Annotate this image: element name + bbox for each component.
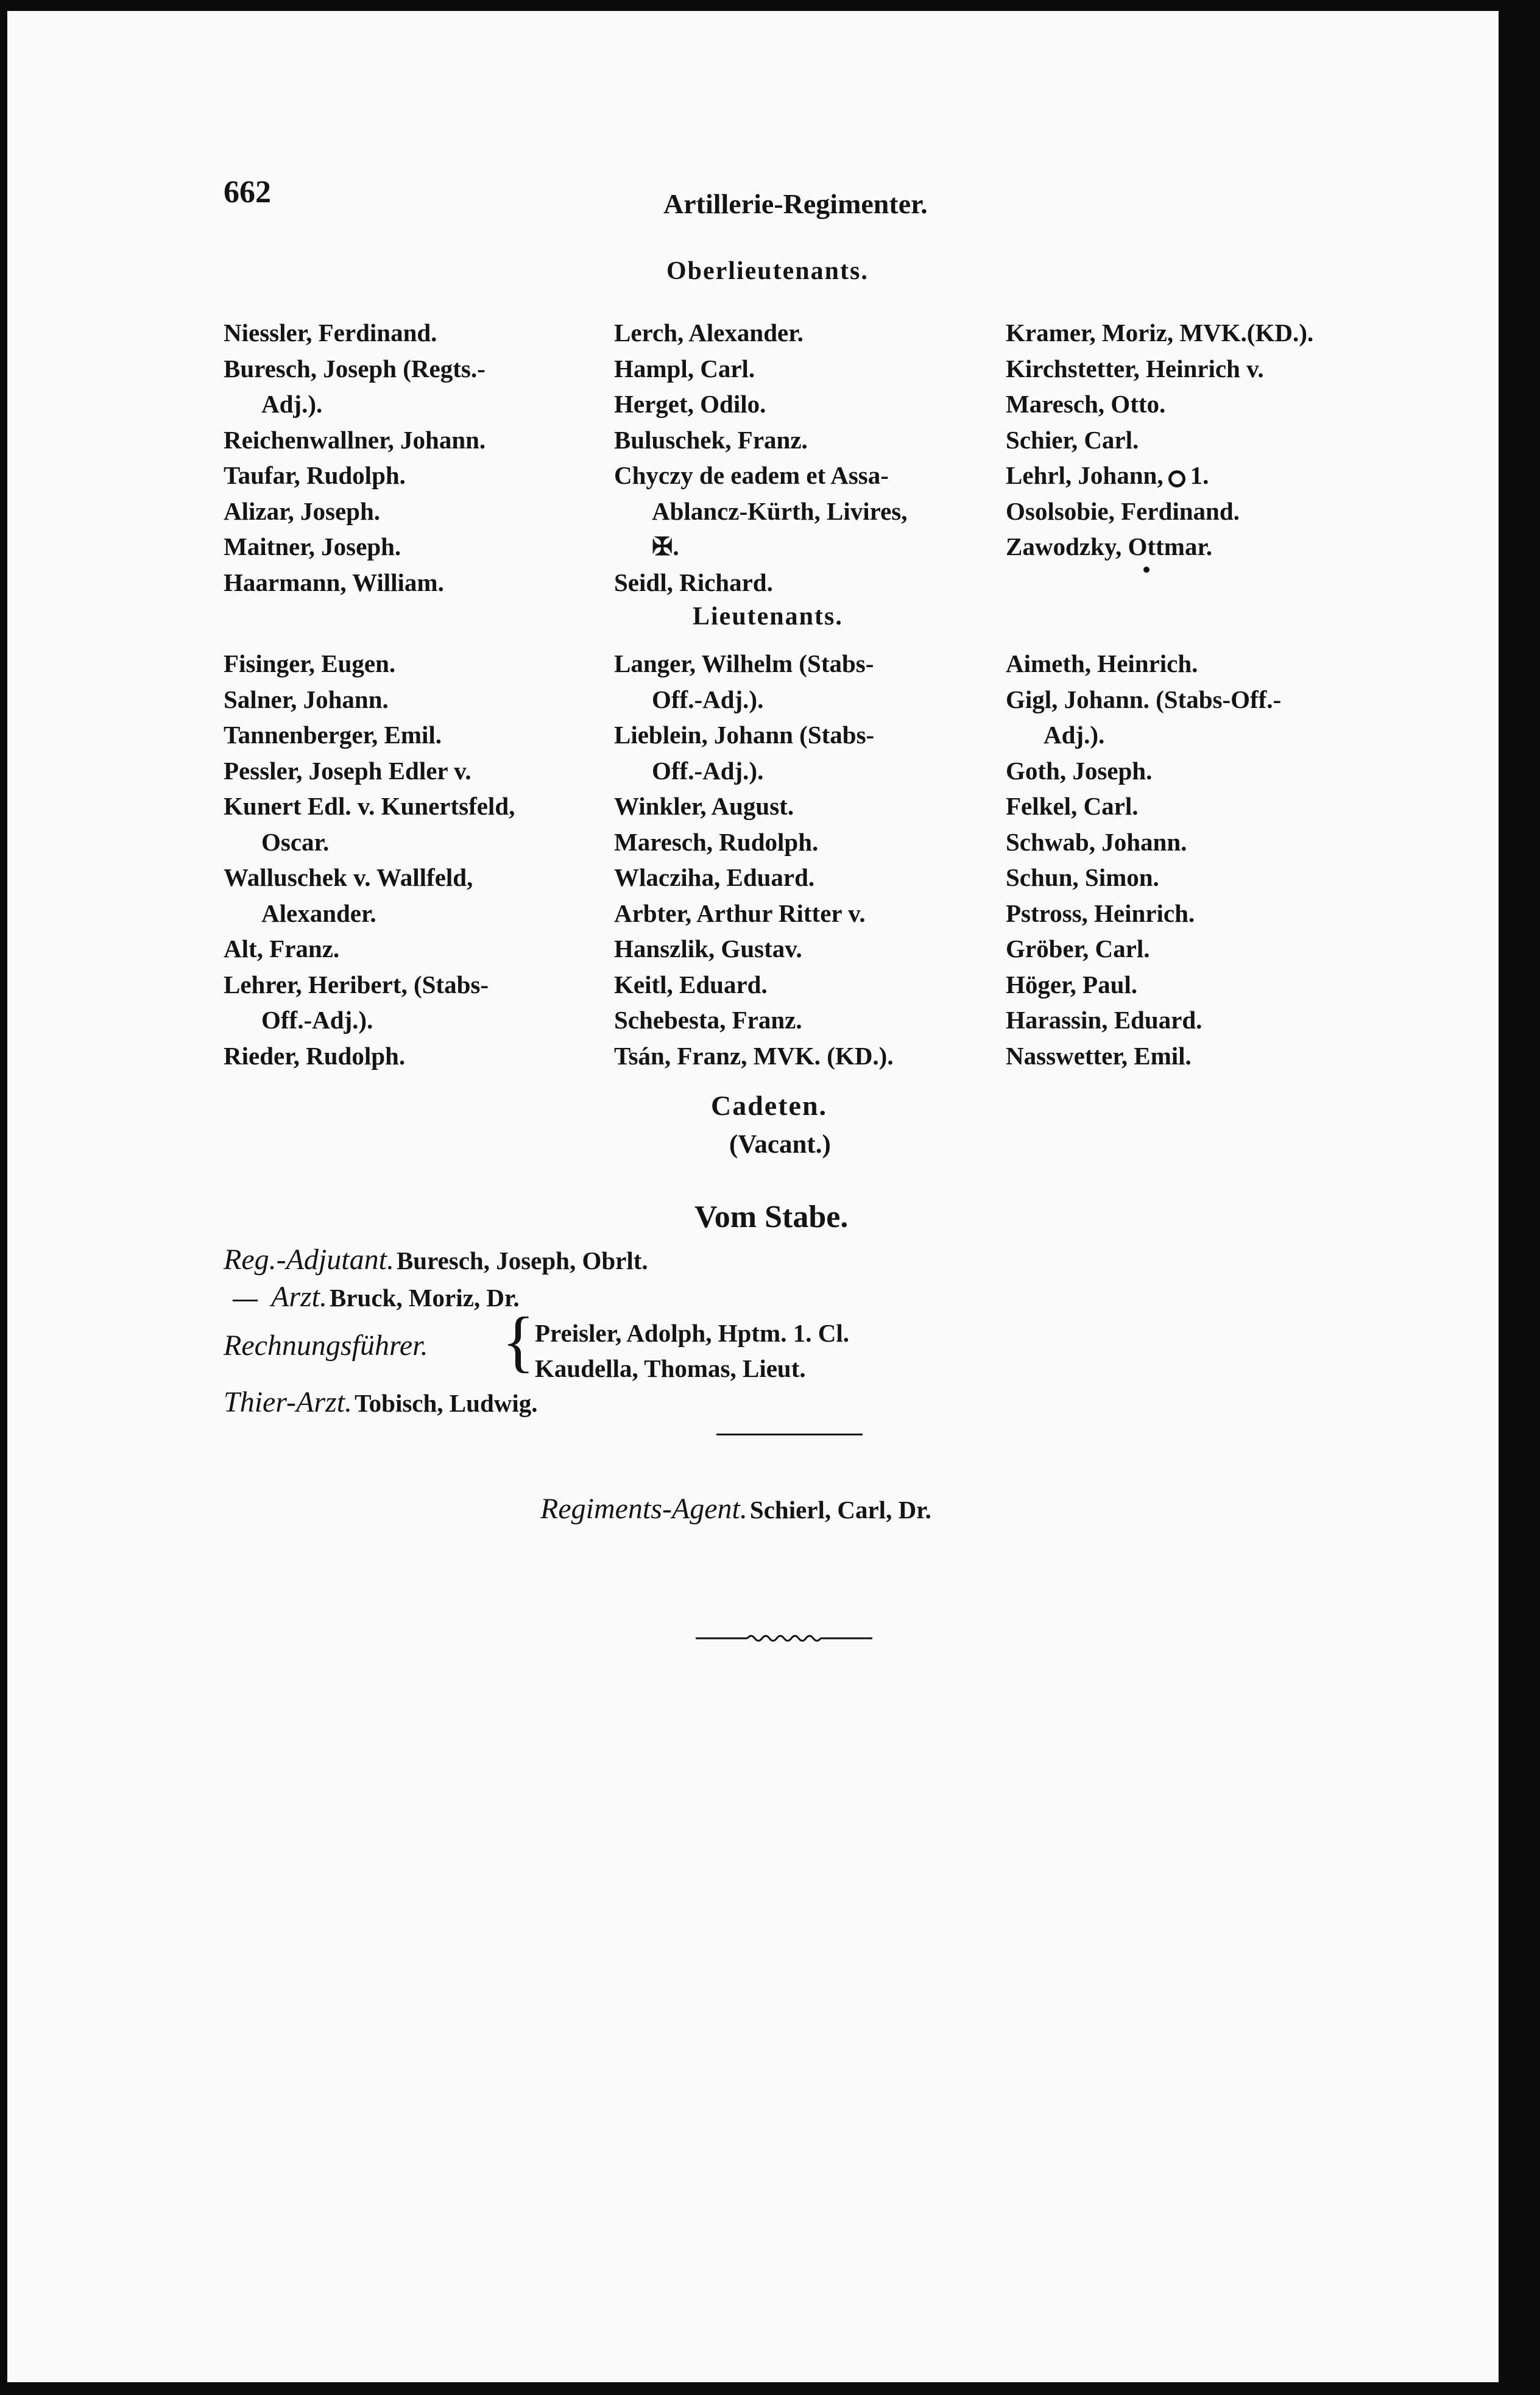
lieutenants-col2 [614, 646, 894, 1074]
reg-adjutant-name: Buresch, Joseph, Obrlt. [396, 1247, 648, 1275]
oberlieutenants-col1 [224, 315, 486, 600]
list-item: Schebesta, Franz. [614, 1006, 802, 1034]
list-item: Herget, Odilo. [614, 390, 766, 418]
lehrl-class: 1. [1190, 461, 1209, 489]
list-item: Hampl, Carl. [614, 354, 755, 383]
list-item: Gigl, Johann. (Stabs-Off.- [1006, 685, 1282, 713]
list-item: Kramer, Moriz, MVK.(KD.). [1006, 319, 1314, 347]
list-item: Schwab, Johann. [1006, 827, 1187, 856]
arzt-name: Bruck, Moriz, Dr. [330, 1284, 520, 1312]
thierarzt-name: Tobisch, Ludwig. [355, 1389, 538, 1417]
lieutenants-heading: Lieutenants. [693, 603, 843, 631]
list-item: Off.-Adj.). [261, 1006, 373, 1034]
list-item [1006, 458, 1313, 494]
list-item: Langer, Wilhelm (Stabs- [614, 649, 874, 677]
list-item: Schier, Carl. [1006, 425, 1139, 454]
ornament-divider [696, 1630, 872, 1644]
list-item: Alizar, Joseph. [224, 497, 381, 525]
oberlieutenants-col3 [1006, 315, 1313, 565]
list-item: Hanszlik, Gustav. [614, 935, 802, 963]
list-item: Aimeth, Heinrich. [1006, 649, 1198, 677]
arzt-line [233, 1280, 520, 1314]
list-item: Wlacziha, Eduard. [614, 863, 815, 891]
reg-adjutant-line [224, 1243, 648, 1276]
list-item: Haarmann, William. [224, 568, 444, 596]
list-item: Alt, Franz. [224, 935, 340, 963]
list-item: Kirchstetter, Heinrich v. [1006, 354, 1264, 383]
list-item: Seidl, Richard. [614, 568, 773, 596]
list-item: Zawodzky, Ottmar. [1006, 532, 1213, 561]
list-item: Rieder, Rudolph. [224, 1041, 406, 1070]
rechnungsfuehrer-1: Preisler, Adolph, Hptm. 1. Cl. [535, 1319, 849, 1347]
list-item: Kunert Edl. v. Kunertsfeld, [224, 792, 515, 820]
dot-mark-icon [1143, 567, 1150, 573]
list-item: Tannenberger, Emil. [224, 721, 442, 749]
list-item: Chyczy de eadem et Assa- [614, 461, 889, 489]
list-item: Off.-Adj.). [652, 685, 764, 713]
stab-heading: Vom Stabe. [694, 1200, 849, 1234]
list-item: Off.-Adj.). [652, 756, 764, 785]
cadeten-note: (Vacant.) [729, 1130, 831, 1159]
agent-name: Schierl, Carl, Dr. [749, 1496, 931, 1524]
list-item: Lieblein, Johann (Stabs- [614, 721, 875, 749]
reg-adjutant-label: Reg.-Adjutant. [224, 1243, 394, 1276]
list-item: Reichenwallner, Johann. [224, 425, 486, 454]
page-number: 662 [224, 175, 271, 210]
list-item: Adj.). [261, 390, 323, 418]
list-item: Fisinger, Eugen. [224, 649, 396, 677]
list-item: Lerch, Alexander. [614, 319, 804, 347]
list-item: Höger, Paul. [1006, 970, 1138, 999]
agent-label: Regiments-Agent. [540, 1493, 747, 1525]
oberlieutenants-col2 [614, 315, 908, 600]
list-item: Winkler, August. [614, 792, 794, 820]
rechnungsfuehrer-brace: { [502, 1304, 535, 1379]
list-item: Felkel, Carl. [1006, 792, 1139, 820]
list-item: Buluschek, Franz. [614, 425, 808, 454]
lieutenants-col3 [1006, 646, 1281, 1074]
arzt-label: Arzt. [271, 1281, 328, 1313]
page [7, 11, 1499, 2382]
list-item: Tsán, Franz, MVK. (KD.). [614, 1041, 894, 1070]
arzt-dash: — [233, 1284, 258, 1312]
thierarzt-line [224, 1385, 538, 1419]
list-item: Nasswetter, Emil. [1006, 1041, 1192, 1070]
running-title: Artillerie-Regimenter. [663, 188, 928, 219]
order-ring-icon [1168, 470, 1185, 487]
list-item: Oscar. [261, 827, 330, 856]
list-item: Keitl, Eduard. [614, 970, 768, 999]
list-item: Salner, Johann. [224, 685, 389, 713]
wavy-line-icon [696, 1630, 872, 1644]
cadeten-heading: Cadeten. [711, 1090, 828, 1121]
thierarzt-label: Thier-Arzt. [224, 1386, 353, 1418]
lieutenants-col1 [224, 646, 515, 1074]
list-item: Maitner, Joseph. [224, 532, 401, 561]
list-item: Adj.). [1044, 721, 1105, 749]
list-item: Goth, Joseph. [1006, 756, 1153, 785]
list-item: Maresch, Otto. [1006, 390, 1166, 418]
list-item: Pessler, Joseph Edler v. [224, 756, 472, 785]
oberlieutenants-heading: Oberlieutenants. [666, 257, 869, 285]
list-item: ✠. [652, 532, 679, 561]
list-item: Osolsobie, Ferdinand. [1006, 497, 1240, 525]
list-item: Taufar, Rudolph. [224, 461, 406, 489]
list-item: Ablancz-Kürth, Livires, [652, 497, 908, 525]
list-item: Alexander. [261, 899, 376, 927]
list-item: Pstross, Heinrich. [1006, 899, 1195, 927]
list-item: Buresch, Joseph (Regts.- [224, 354, 486, 383]
section-divider [716, 1434, 863, 1435]
list-item: Niessler, Ferdinand. [224, 319, 437, 347]
agent-line [540, 1492, 931, 1526]
list-item: Walluschek v. Wallfeld, [224, 863, 473, 891]
rechnungsfuehrer-label: Rechnungsführer. [224, 1329, 428, 1362]
list-item: Arbter, Arthur Ritter v. [614, 899, 866, 927]
list-item: Lehrer, Heribert, (Stabs- [224, 970, 489, 999]
lehrl-text: Lehrl, Johann, [1006, 461, 1164, 489]
list-item: Maresch, Rudolph. [614, 827, 819, 856]
list-item: Harassin, Eduard. [1006, 1006, 1203, 1034]
list-item: Gröber, Carl. [1006, 935, 1150, 963]
rechnungsfuehrer-2: Kaudella, Thomas, Lieut. [535, 1354, 806, 1382]
list-item: Schun, Simon. [1006, 863, 1159, 891]
